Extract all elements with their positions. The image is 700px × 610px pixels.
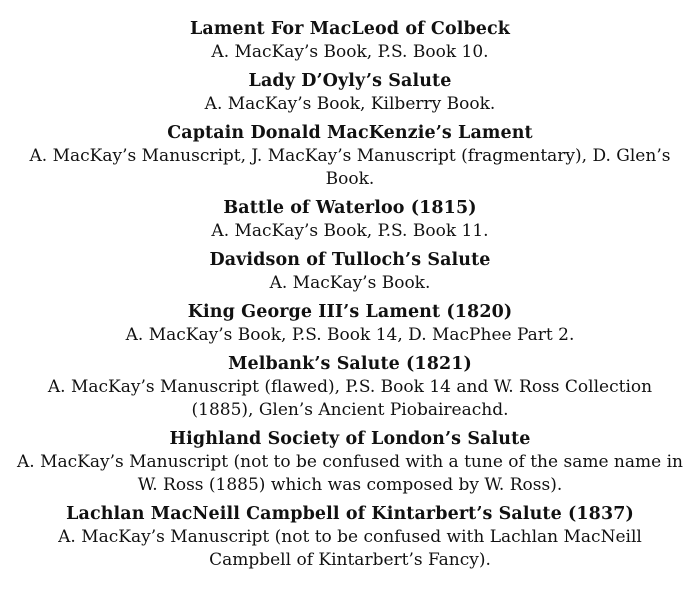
tune-sources: A. MacKay’s Book. (269, 273, 431, 293)
tune-title: Davidson of Tulloch’s Salute (209, 250, 491, 270)
tune-entry (0, 18, 700, 64)
tune-sources: A. MacKay’s Manuscript (not to be confused with Lachlan MacNeill Campbell of Kintarbert’s Fancy). (58, 527, 642, 570)
tune-entry (0, 428, 700, 497)
tune-title: Melbank’s Salute (1821) (228, 354, 472, 374)
tune-entry (0, 503, 700, 572)
tune-sources: A. MacKay’s Book, Kilberry Book. (204, 94, 496, 114)
tune-sources: A. MacKay’s Manuscript (not to be confused with a tune of the same name in W. Ross (1885) which was composed by W. Ross). (17, 452, 683, 495)
tune-title: Battle of Waterloo (1815) (223, 198, 477, 218)
tune-entry (0, 249, 700, 295)
tune-title: Captain Donald MacKenzie’s Lament (167, 123, 533, 143)
tune-entry (0, 122, 700, 191)
tune-sources: A. MacKay’s Manuscript (flawed), P.S. Book 14 and W. Ross Collection (1885), Glen’s Ancient Piobaireachd. (47, 377, 653, 420)
tune-entry (0, 301, 700, 347)
tune-sources: A. MacKay’s Book, P.S. Book 14, D. MacPhee Part 2. (125, 325, 575, 345)
tune-title: Lament For MacLeod of Colbeck (189, 19, 511, 39)
tune-entry (0, 353, 700, 422)
tune-title: Lachlan MacNeill Campbell of Kintarbert’s Salute (1837) (66, 504, 634, 524)
tune-entry (0, 70, 700, 116)
tune-sources: A. MacKay’s Book, P.S. Book 10. (211, 42, 489, 62)
tune-entry (0, 197, 700, 243)
tune-sources: A. MacKay’s Book, P.S. Book 11. (211, 221, 489, 241)
tune-sources: A. MacKay’s Manuscript, J. MacKay’s Manuscript (fragmentary), D. Glen’s Book. (29, 146, 671, 189)
tune-title: King George III’s Lament (1820) (187, 302, 513, 322)
tune-title: Lady D’Oyly’s Salute (248, 71, 452, 91)
tune-title: Highland Society of London’s Salute (169, 429, 531, 449)
